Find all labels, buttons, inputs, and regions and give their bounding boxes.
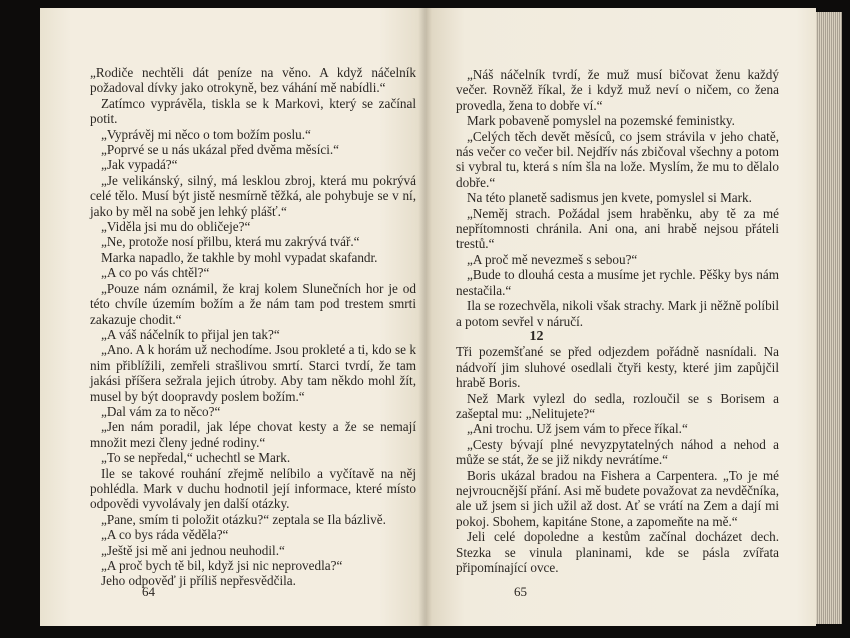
paragraph: „Ani trochu. Už jsem vám to přece říkal.“ [467, 421, 688, 437]
paragraph: „Neměj strach. Požádal jsem hraběnku, aby tě za mé nepřítomnosti chránila. Ani ona, ani hrabě nejsou přáteli trestů.“ [456, 205, 779, 252]
left-page [40, 8, 426, 626]
paragraph: Boris ukázal bradou na Fishera a Carpentera. „To je mé nejvroucnější přání. Asi mě budete považovat za nevděčníka, ale už jsem si jich užil až dost. Ať se vrátí na Zem a dají mi pokoj. Sbohem, kapitáne Stone, a zapomeňte na mě.“ [456, 467, 779, 529]
paragraph: Ila se rozechvěla, nikoli však strachy. Mark ji něžně políbil a potom sevřel v náručí. [456, 298, 779, 329]
paragraph: „Je velikánský, silný, má lesklou zbroj, která mu pokrývá celé tělo. Musí být jistě nesmírně těžká, ale pohybuje se v ní, jako by měl na sobě jen lehký plášť.“ [90, 172, 416, 219]
paragraph: Jeli celé dopoledne a kestům začínal docházet dech. Stezka se vinula planinami, kde se pásla zvířata připomínající ovce. [456, 529, 779, 575]
paragraph: „A co bys ráda věděla?“ [101, 527, 229, 543]
paragraph: „Celých těch devět měsíců, co jsem strávila v jeho chatě, nás večer co večer bil. Nejdřív nás zbičoval všechny a potom si vybral tu, která s ním šla na lože. Myslím, že mu to dělalo dobře.“ [456, 128, 779, 190]
right-page-text [456, 67, 779, 575]
paragraph: Na této planetě sadismus jen kvete, pomyslel si Mark. [467, 190, 752, 206]
paragraph: Tři pozemšťané se před odjezdem pořádně nasnídali. Na nádvoří jim sluhové osedlali čtyři kesty, které jim zapůjčil hrabě Boris. [456, 344, 779, 391]
paragraph: „A proč mě nevezmeš s sebou?“ [467, 251, 638, 267]
paragraph: „Poprvé se u nás ukázal před dvěma měsíci.“ [101, 142, 340, 158]
paragraph: „A co po vás chtěl?“ [101, 265, 210, 281]
paragraph: „Ne, protože nosí přilbu, která mu zakrývá tvář.“ [101, 234, 360, 250]
right-page [426, 8, 816, 626]
paragraph: „Náš náčelník tvrdí, že muž musí bičovat ženu každý večer. Rovněž říkal, že i když muž neví o ničem, co žena provedla, žena to dobře ví.“ [456, 67, 779, 113]
paragraph: „Viděla jsi mu do obličeje?“ [101, 219, 251, 235]
paragraph: „Jen nám poradil, jak lépe chovat kesty a že se nemají množit mezi členy jedné rodiny.“ [90, 419, 416, 450]
paragraph: „Vyprávěj mi něco o tom božím poslu.“ [101, 126, 311, 142]
left-page-number: 64 [142, 584, 155, 599]
paragraph: „Rodiče nechtěli dát peníze na věno. A když náčelník požadoval dívky jako otrokyně, bez váhání mě nabídli.“ [90, 65, 416, 96]
left-page-text [90, 65, 416, 589]
paragraph: „Pane, smím ti položit otázku?“ zeptala se Ila bázlivě. [101, 511, 386, 527]
paragraph: „Jak vypadá?“ [101, 157, 178, 173]
paragraph: Než Mark vylezl do sedla, rozloučil se s Borisem a zašeptal mu: „Nelitujete?“ [456, 390, 779, 421]
paragraph: „Pouze nám oznámil, že kraj kolem Slunečních hor je od této chvíle územím božím a že nám tam pod trestem smrti zakazuje chodit.“ [90, 280, 416, 327]
page-stack-edge [816, 12, 842, 624]
paragraph: Marka napadlo, že takhle by mohl vypadat skafandr. [101, 249, 378, 265]
paragraph: „To se nepředal,“ uchechtl se Mark. [101, 450, 291, 466]
paragraph: Mark pobaveně pomyslel na pozemské feministky. [467, 113, 735, 129]
chapter-number: 12 [529, 328, 544, 344]
paragraph: „A váš náčelník to přijal jen tak?“ [101, 326, 280, 342]
paragraph: Zatímco vyprávěla, tiskla se k Markovi, který se začínal potit. [90, 95, 416, 127]
paragraph: Jeho odpověď ji příliš nepřesvědčila. [101, 573, 296, 589]
paragraph: „Ještě jsi mě ani jednou neuhodil.“ [101, 542, 285, 558]
paragraph: „Dal vám za to něco?“ [101, 403, 221, 419]
paragraph: „Cesty bývají plné nevyzpytatelných náhod a nehod a může se stát, že se již nikdy nevrátíme.“ [456, 436, 779, 468]
right-page-number: 65 [514, 584, 527, 599]
paragraph: „Bude to dlouhá cesta a musíme jet rychle. Pěšky bys nám nestačila.“ [456, 267, 779, 298]
paragraph: „Ano. A k horám už nechodíme. Jsou prokleté a ti, kdo se k nim přiblížili, zemřeli strašlivou smrtí. Starci tvrdí, že tam jakási příšera sežrala jejich útroby. Aby tam někdo mohl žít, musel by být doopravdy poslem božím.“ [90, 342, 416, 404]
paragraph: „A proč bych tě bil, když jsi nic neprovedla?“ [101, 558, 343, 573]
paragraph: Ile se takové rouhání zřejmě nelíbilo a vyčítavě na něj pohlédla. Mark v duchu hodnotil její informace, které místo odpovědi vyvolávaly jen další otázky. [90, 465, 416, 512]
book-gutter [418, 8, 432, 626]
